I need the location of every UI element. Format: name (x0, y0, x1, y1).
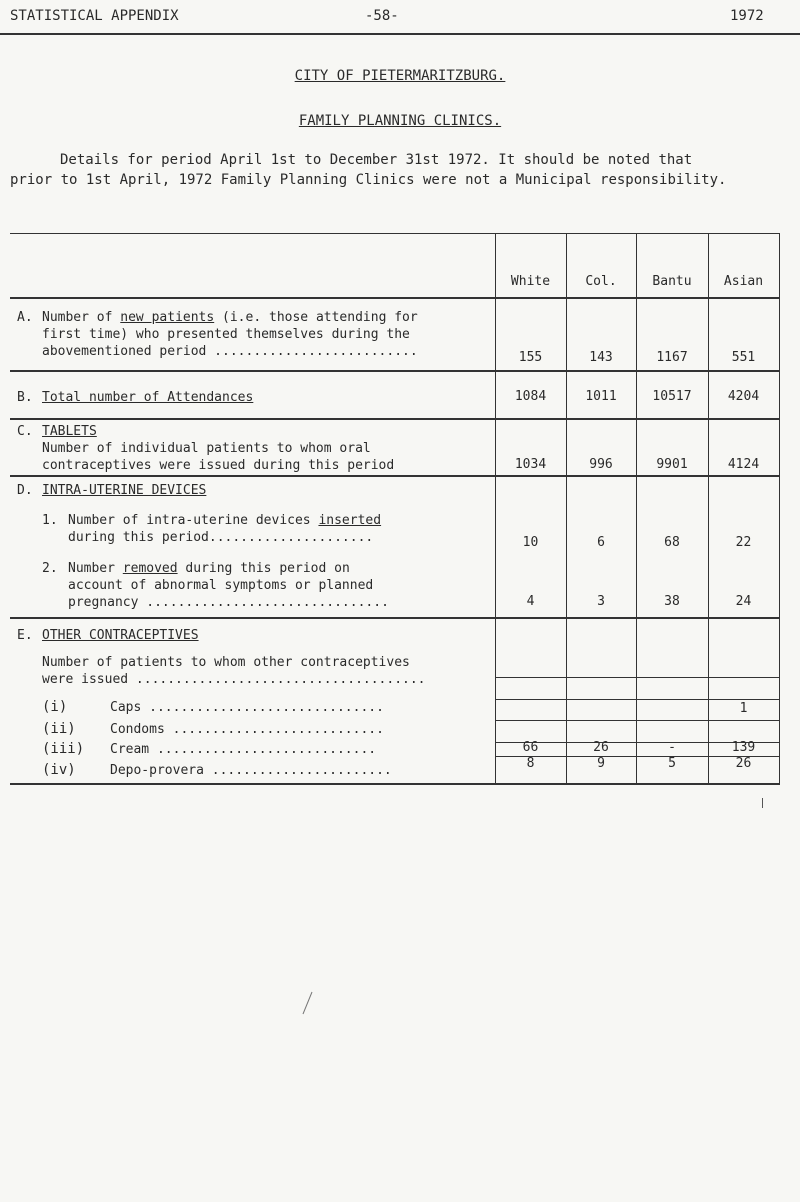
col-header-bantu: Bantu (652, 274, 692, 289)
col-rule-5 (779, 233, 780, 784)
a-bantu-value: 1167 (656, 350, 688, 365)
section-c-line-2: contraceptives were issued during this period (42, 458, 395, 473)
d-item-2-line-1-pre: Number (68, 561, 123, 576)
b-white-value: 1084 (514, 389, 547, 404)
a-col-value: 143 (589, 350, 613, 365)
d-item-1-underlined: inserted (318, 513, 382, 528)
b-col-value: 1011 (585, 389, 617, 404)
e-item-2-label: Condoms (110, 722, 165, 737)
e-item-4-num: (iv) (42, 762, 76, 778)
header-rule (0, 33, 800, 35)
c-white-value: 1034 (514, 457, 547, 472)
e-item-4-name (110, 762, 392, 779)
section-b-label: B. (17, 390, 33, 405)
section-a-label: A. (17, 310, 33, 325)
d-item-2-line-1-post: during this period on (177, 561, 350, 576)
col-header-white: White (510, 274, 551, 289)
e-item-2-num: (ii) (42, 721, 76, 737)
e-item-3-label: Cream (110, 742, 150, 757)
e3-col-value: 26 (593, 740, 609, 755)
table-bottom-rule (10, 783, 780, 785)
e4-bantu-value: 5 (668, 756, 676, 771)
e-item-1-num: (i) (42, 699, 68, 715)
col-header-asian: Asian (723, 274, 764, 289)
section-e-label: E. (17, 628, 33, 643)
rule-after-c (10, 475, 780, 477)
d1-white-value: 10 (522, 535, 539, 550)
d-item-2-line-3: pregnancy ............................... (68, 595, 389, 610)
e3-bantu-value: - (668, 740, 676, 755)
section-e-heading: OTHER CONTRACEPTIVES (42, 628, 199, 643)
e3-white-value: 66 (522, 740, 539, 755)
c-col-value: 996 (589, 457, 613, 472)
section-a-line-1-post: (i.e. those attending for (214, 310, 418, 325)
section-c-label: C. (17, 424, 33, 439)
rule-e-top (495, 677, 780, 678)
section-e-line-2: were issued ..................................... (42, 672, 426, 687)
a-white-value: 155 (518, 350, 543, 365)
d2-white-value: 4 (526, 594, 535, 609)
section-a-line-1 (42, 309, 418, 326)
rule-e-ii (495, 720, 780, 721)
c-bantu-value: 9901 (656, 457, 688, 472)
section-c-line-1: Number of individual patients to whom oral (42, 441, 371, 456)
section-a-line-1-underlined: new patients (120, 310, 215, 325)
e4-white-value: 8 (526, 756, 535, 771)
appendix-label: STATISTICAL APPENDIX (10, 8, 179, 24)
a-asian-value: 551 (731, 350, 756, 365)
page-number: -58- (365, 8, 399, 24)
d-item-2-underlined: removed (122, 561, 178, 576)
e-item-1-dots: .............................. (149, 700, 384, 715)
d1-asian-value: 22 (735, 535, 752, 550)
d-item-2-line-2: account of abnormal symptoms or planned (68, 578, 374, 593)
d-item-1-line-2: during this period..................... (68, 530, 374, 545)
year-label: 1972 (730, 8, 764, 24)
e-item-3-name (110, 741, 376, 758)
col-rule-1 (495, 233, 496, 784)
rule-after-d (10, 617, 780, 619)
d-item-1-num: 1. (42, 513, 58, 528)
rule-e-i (495, 699, 780, 700)
e-item-1-name (110, 699, 384, 716)
b-bantu-value: 10517 (652, 389, 692, 404)
section-a-line-3: abovementioned period .......................... (42, 344, 418, 359)
d2-bantu-value: 38 (664, 594, 680, 609)
scan-mark (762, 798, 763, 808)
section-b-text: Total number of Attendances (42, 390, 254, 405)
section-d-heading: INTRA-UTERINE DEVICES (42, 483, 207, 498)
col-rule-3 (636, 233, 637, 784)
scan-mark-slash (300, 990, 314, 1016)
d1-col-value: 6 (597, 535, 605, 550)
e-item-3-dots: ............................ (156, 742, 377, 757)
e-item-4-dots: ....................... (211, 763, 392, 778)
rule-after-a (10, 370, 780, 372)
section-a-line-2: first time) who presented themselves during the (42, 327, 410, 342)
col-header-col: Col. (585, 274, 617, 289)
e-item-2-name (110, 721, 384, 738)
section-e-line-1: Number of patients to whom other contraceptives (42, 655, 410, 670)
section-a-line-1-pre: Number of (42, 310, 121, 325)
b-asian-value: 4204 (727, 389, 760, 404)
d1-bantu-value: 68 (664, 535, 680, 550)
d-item-2-num: 2. (42, 561, 58, 576)
e1-asian-value: 1 (739, 701, 748, 716)
table-top-rule (10, 233, 780, 234)
section-d-label: D. (17, 483, 33, 498)
e-item-1-label: Caps (110, 700, 142, 715)
d-item-1-line-1-pre: Number of intra-uterine devices (68, 513, 319, 528)
d-item-1-line-1 (68, 512, 381, 529)
rule-after-header (10, 297, 780, 299)
e-item-3-num: (iii) (42, 741, 85, 757)
d-item-2-line-1 (68, 560, 350, 577)
rule-after-b (10, 418, 780, 420)
c-asian-value: 4124 (727, 457, 760, 472)
d2-col-value: 3 (597, 594, 605, 609)
document-title: CITY OF PIETERMARITZBURG. (294, 68, 506, 84)
intro-line-1: Details for period April 1st to December 31st 1972. It should be noted that (60, 152, 693, 168)
e-item-2-dots: ........................... (172, 722, 384, 737)
e3-asian-value: 139 (731, 740, 756, 755)
section-c-heading: TABLETS (42, 424, 97, 439)
document-subtitle: FAMILY PLANNING CLINICS. (298, 113, 502, 129)
intro-line-2: prior to 1st April, 1972 Family Planning Clinics were not a Municipal responsibility. (10, 172, 727, 188)
d2-asian-value: 24 (735, 594, 752, 609)
e-item-4-label: Depo-provera (110, 763, 204, 778)
e4-asian-value: 26 (735, 756, 752, 771)
col-rule-2 (566, 233, 567, 784)
e4-col-value: 9 (597, 756, 605, 771)
